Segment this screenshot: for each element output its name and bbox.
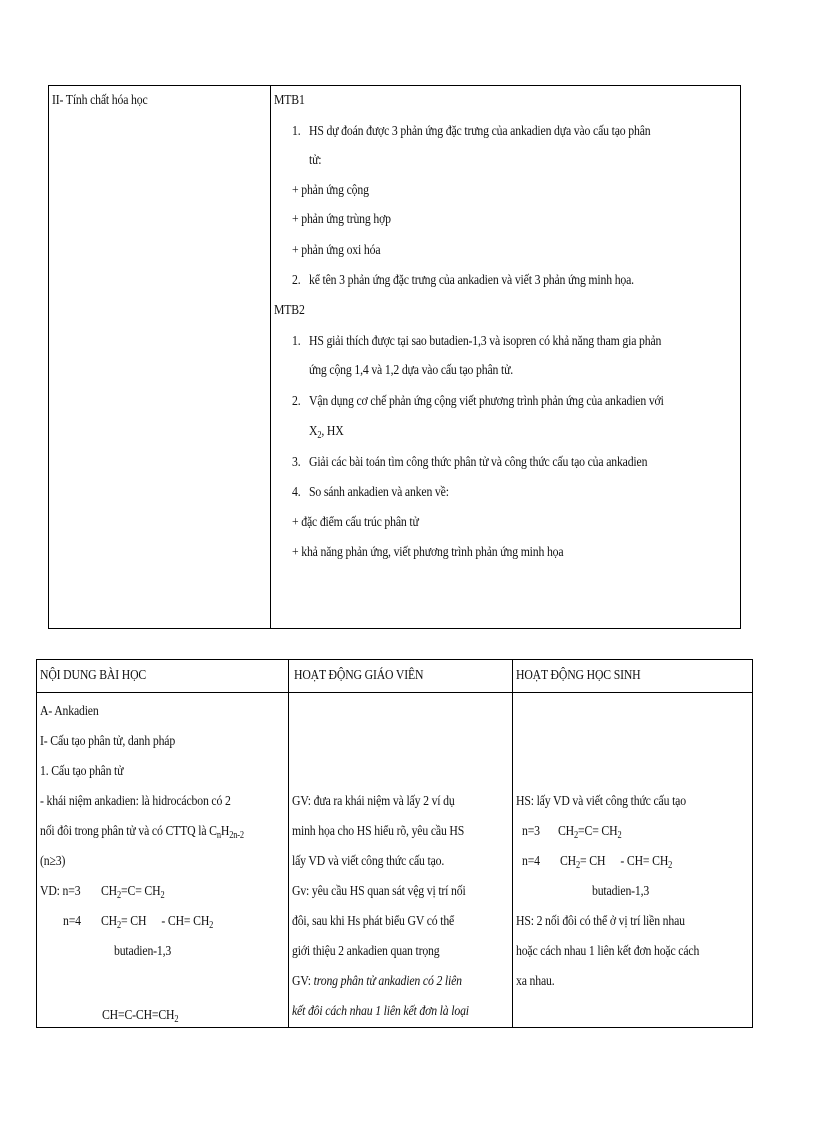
col1-line6: (n≥3) bbox=[40, 854, 66, 869]
header-noi-dung: NỘI DUNG BÀI HỌC bbox=[40, 668, 147, 683]
col1-vd-label: VD: n=3 bbox=[40, 884, 81, 899]
mtb1-item1-line1: HS dự đoán được 3 phản ứng đặc trưng của ankadien dựa vào cấu tạo phân bbox=[309, 124, 651, 139]
section-heading: II- Tính chất hóa học bbox=[52, 93, 148, 108]
col3-line6: hoặc cách nhau 1 liên kết đơn hoặc cách bbox=[516, 944, 700, 959]
mtb1-title: MTB1 bbox=[274, 93, 305, 108]
header-hoc-sinh: HOẠT ĐỘNG HỌC SINH bbox=[516, 668, 641, 683]
col3-vd1-formula: $CH_2=C= CH_2$ bbox=[558, 824, 622, 841]
mtb2-item4-num: 4. bbox=[292, 485, 301, 500]
table2-border-top bbox=[36, 659, 753, 660]
mtb2-sub1: + đặc điểm cấu trúc phân tử bbox=[292, 515, 419, 530]
mtb2-item3-num: 3. bbox=[292, 455, 301, 470]
col2-line6: giới thiệu 2 ankadien quan trọng bbox=[292, 944, 440, 959]
col2-line2: minh họa cho HS hiểu rõ, yêu cầu HS bbox=[292, 824, 465, 839]
col2-line8: kết đôi cách nhau 1 liên kết đơn là loại bbox=[292, 1004, 469, 1019]
col3-line1: HS: lấy VD và viết công thức cấu tạo bbox=[516, 794, 686, 809]
col1-n4-label: n=4 bbox=[63, 914, 81, 929]
mtb1-item2: kể tên 3 phản ứng đặc trưng của ankadien và viết 3 phản ứng minh họa. bbox=[309, 273, 634, 288]
col3-n4-label: n=4 bbox=[522, 854, 540, 869]
table1-border-left bbox=[48, 85, 49, 629]
col2-line5: đôi, sau khi Hs phát biểu GV có thể bbox=[292, 914, 455, 929]
mtb2-item1-line2: ứng cộng 1,4 và 1,2 dựa vào cấu tạo phân tử. bbox=[309, 363, 514, 378]
mtb2-item4: So sánh ankadien và anken về: bbox=[309, 485, 449, 500]
mtb1-sub3: + phản ứng oxi hóa bbox=[292, 243, 381, 258]
table1-border-right bbox=[740, 85, 741, 629]
table1-border-bottom bbox=[48, 628, 741, 629]
table1-border-mid bbox=[270, 85, 271, 629]
table2-border-left bbox=[36, 659, 37, 1028]
col2-line7: GV: trong phân tử ankadien có 2 liên bbox=[292, 974, 462, 989]
mtb2-sub2: + khả năng phản ứng, viết phương trình phản ứng minh họa bbox=[292, 545, 564, 560]
col1-line1: A- Ankadien bbox=[40, 704, 99, 719]
col1-line3: 1. Cấu tạo phân tử bbox=[40, 764, 124, 779]
col3-n3-label: n=3 bbox=[522, 824, 540, 839]
mtb1-item1-num: 1. bbox=[292, 124, 301, 139]
mtb1-item1-line2: tử: bbox=[309, 153, 322, 168]
table2-border-col1 bbox=[288, 659, 289, 1028]
mtb1-sub2: + phản ứng trùng hợp bbox=[292, 212, 391, 227]
table2-border-right bbox=[752, 659, 753, 1028]
col3-line7: xa nhau. bbox=[516, 974, 555, 989]
table2-border-col2 bbox=[512, 659, 513, 1028]
col2-line3: lấy VD và viết công thức cấu tạo. bbox=[292, 854, 445, 869]
mtb2-item3: Giải các bài toán tìm công thức phân tử và công thức cấu tạo của ankadien bbox=[309, 455, 648, 470]
table2-border-bottom bbox=[36, 1027, 753, 1028]
col3-vd2-name: butadien-1,3 bbox=[592, 884, 650, 899]
mtb1-sub1: + phản ứng cộng bbox=[292, 183, 369, 198]
mtb2-item1-num: 1. bbox=[292, 334, 301, 349]
mtb2-item2-num: 2. bbox=[292, 394, 301, 409]
col1-vd2-name: butadien-1,3 bbox=[114, 944, 172, 959]
mtb2-item1-line1: HS giải thích được tại sao butadien-1,3 và isopren có khả năng tham gia phản bbox=[309, 334, 662, 349]
col1-vd3-formula: $CH=C-CH=CH_2$ bbox=[102, 1008, 179, 1025]
col1-line4: - khái niệm ankadien: là hidrocácbon có 2 bbox=[40, 794, 231, 809]
mtb2-item2-line1: Vận dụng cơ chế phản ứng cộng viết phương trình phản ứng của ankadien với bbox=[309, 394, 664, 409]
mtb1-item2-num: 2. bbox=[292, 273, 301, 288]
col2-line4: Gv: yêu cầu HS quan sát vệg vị trí nối bbox=[292, 884, 466, 899]
col3-line5: HS: 2 nối đôi có thể ở vị trí liền nhau bbox=[516, 914, 685, 929]
table1-border-top bbox=[48, 85, 741, 86]
mtb2-item2-line2: $X_2$, HX bbox=[309, 424, 344, 441]
col1-vd1-formula: $CH_2=C= CH_2$ bbox=[101, 884, 165, 901]
col1-line2: I- Cấu tạo phân tử, danh pháp bbox=[40, 734, 176, 749]
header-giao-vien: HOẠT ĐỘNG GIÁO VIÊN bbox=[294, 668, 424, 683]
col2-line1: GV: đưa ra khái niệm và lấy 2 ví dụ bbox=[292, 794, 455, 809]
col3-vd2-formula: $CH_2=$ CH - $CH= CH_2$ bbox=[560, 854, 673, 871]
col1-vd2-formula: $CH_2=$ CH - $CH= CH_2$ bbox=[101, 914, 214, 931]
mtb2-title: MTB2 bbox=[274, 303, 305, 318]
table2-header-line bbox=[36, 692, 753, 693]
col1-line5: nối đôi trong phân tử và có CTTQ là $C_nH_{2n-2}$ bbox=[40, 824, 244, 841]
